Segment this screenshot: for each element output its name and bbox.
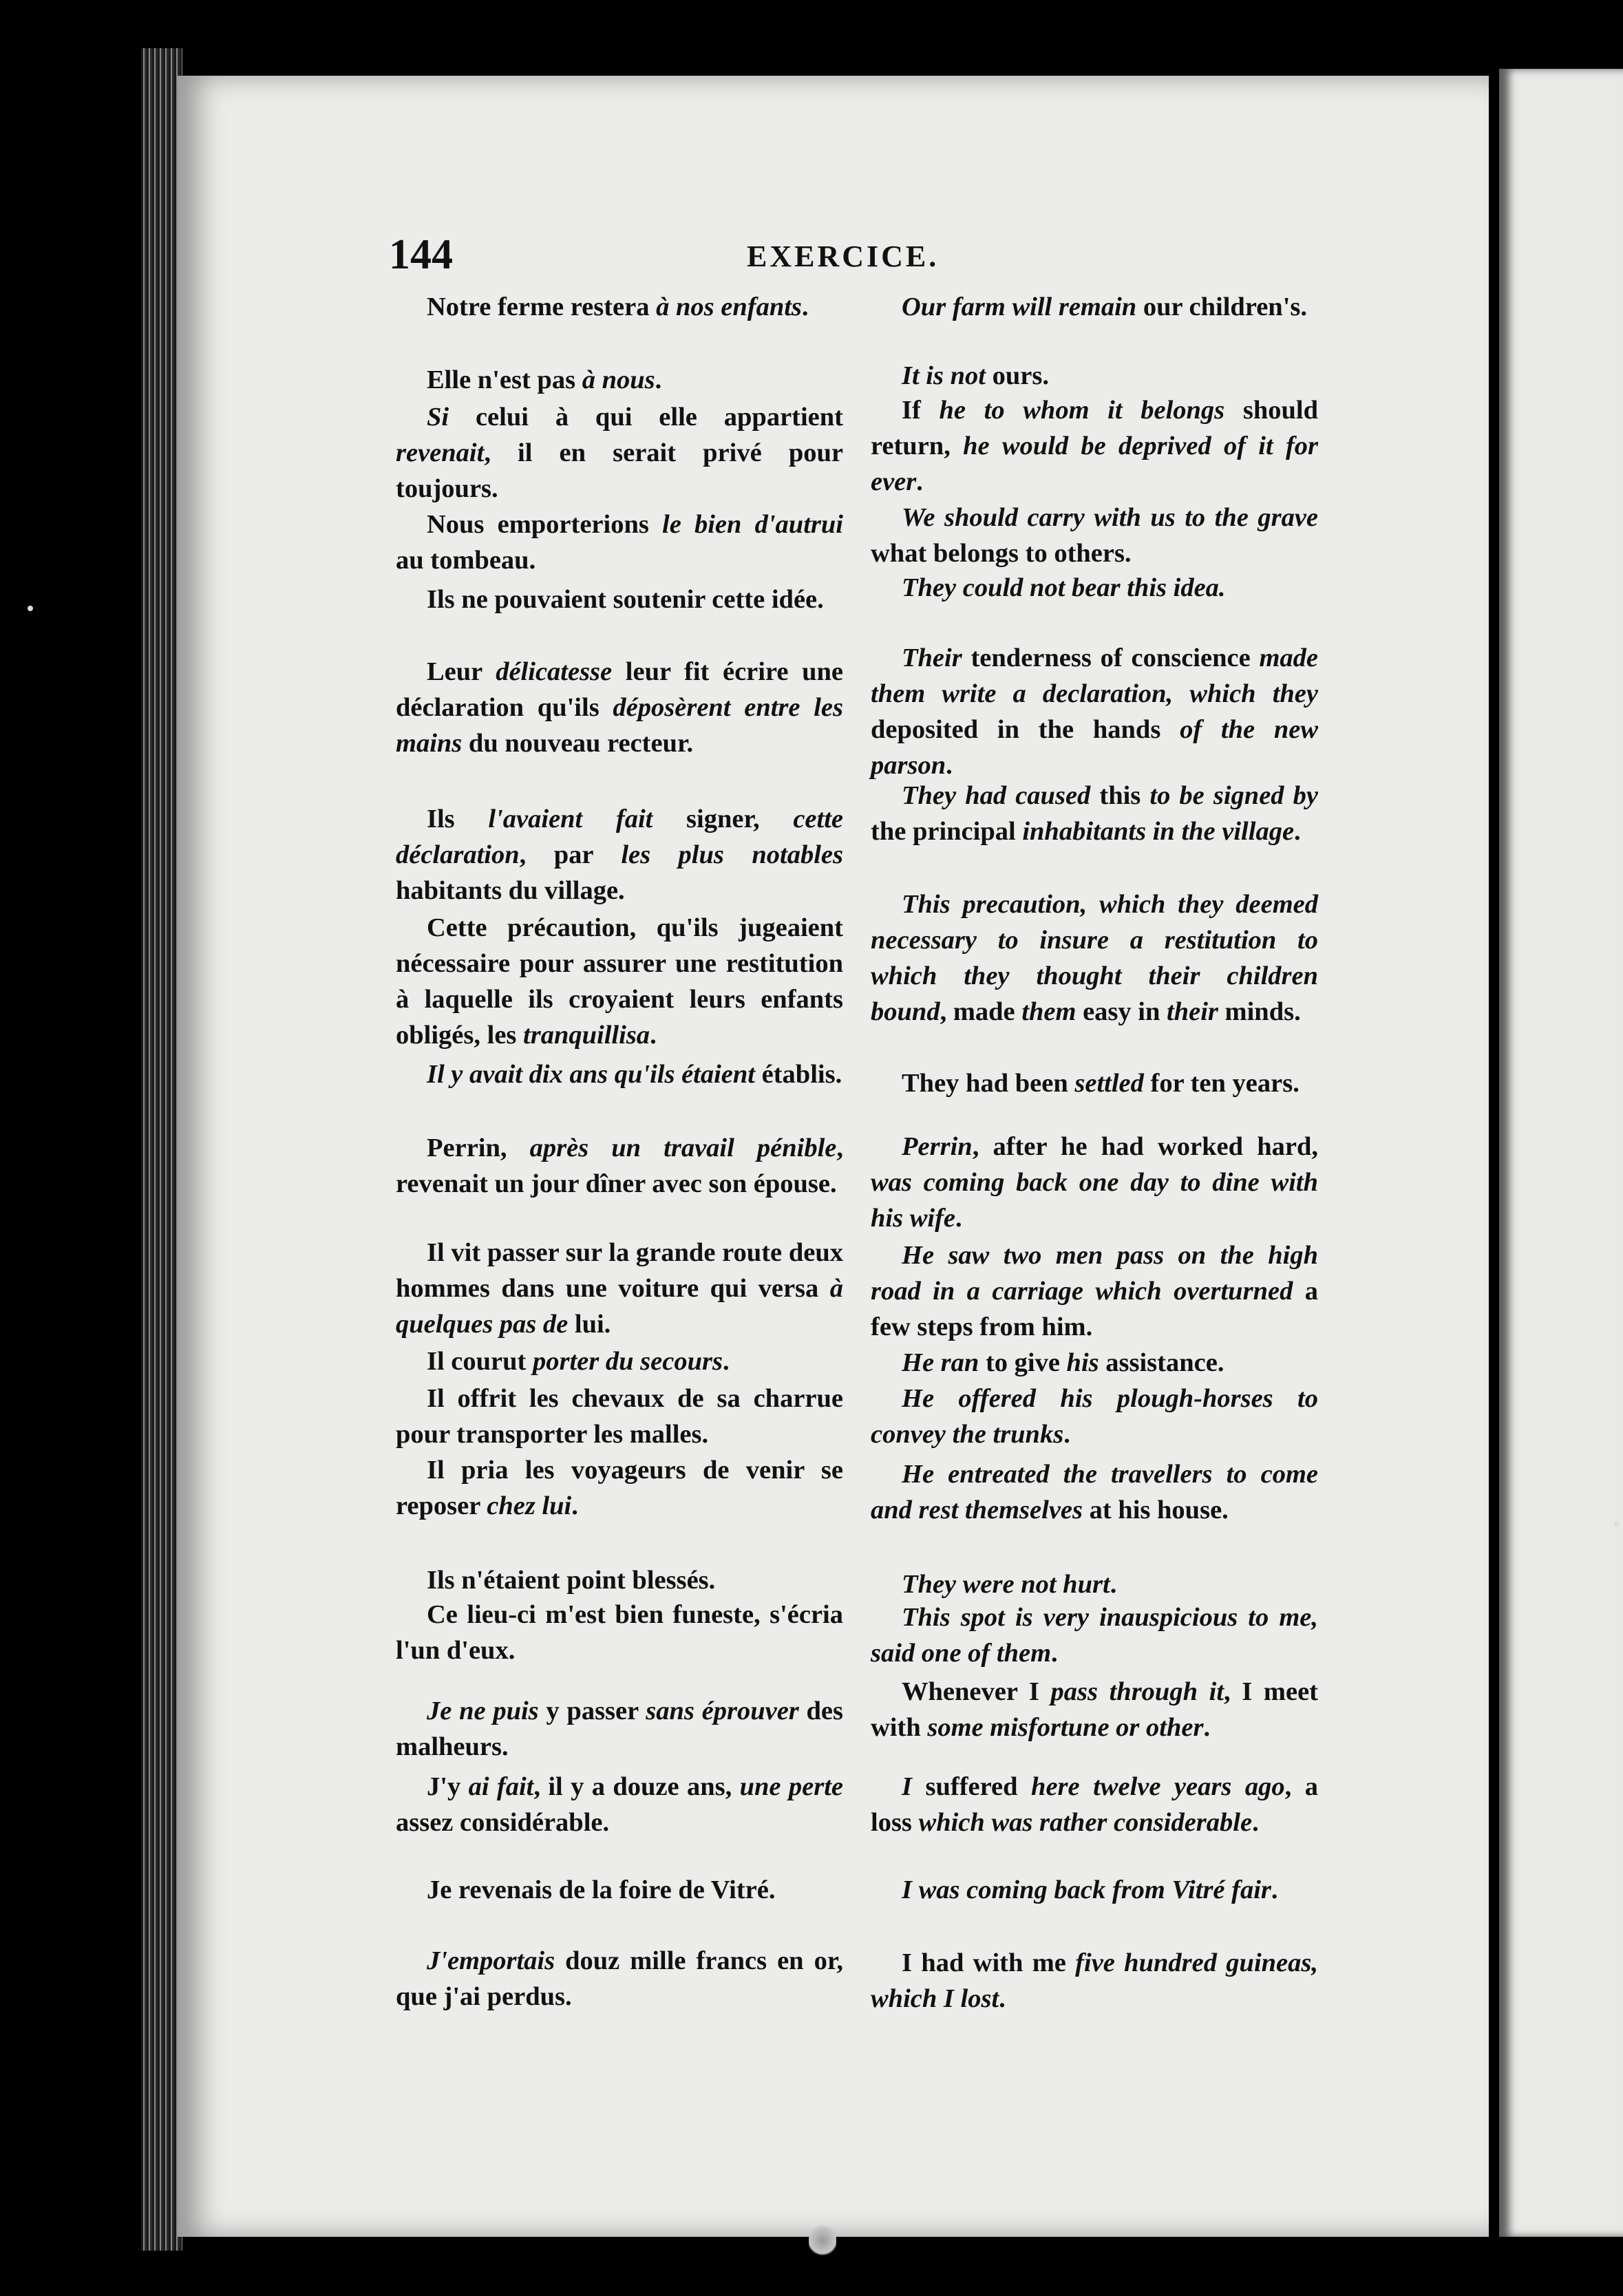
roman-text: , I meet with bbox=[871, 1677, 1318, 1742]
text-paragraph bbox=[871, 1945, 1318, 2017]
italic-text: l'avaient fait bbox=[488, 805, 653, 833]
text-paragraph bbox=[871, 1129, 1318, 1236]
italic-text: à quelques pas de bbox=[396, 1274, 843, 1339]
italic-text: They were not hurt bbox=[902, 1570, 1110, 1599]
italic-text: le bien d'autrui bbox=[662, 510, 843, 539]
roman-text: tenderness of conscience bbox=[962, 644, 1260, 672]
roman-text: , after he had worked hard, bbox=[972, 1132, 1318, 1161]
roman-text: Il vit passer sur la grande route deux hommes dans une voiture qui versa bbox=[396, 1238, 843, 1303]
roman-text: , revenait un jour dîner avec son épouse. bbox=[396, 1134, 843, 1198]
text-paragraph bbox=[871, 1769, 1318, 1840]
italic-text: made them write a declaration, which they bbox=[871, 644, 1318, 708]
roman-text: . bbox=[1271, 1875, 1278, 1904]
roman-text: Leur bbox=[427, 657, 496, 686]
roman-text: Ils bbox=[427, 805, 489, 833]
roman-text: . bbox=[1203, 1713, 1211, 1742]
roman-text: leur fit écrire une déclaration qu'ils bbox=[396, 657, 843, 722]
text-paragraph bbox=[871, 570, 1318, 606]
italic-text: Perrin bbox=[902, 1132, 973, 1161]
text-paragraph bbox=[871, 358, 1318, 394]
text-paragraph bbox=[396, 362, 843, 398]
italic-text: their bbox=[1167, 997, 1218, 1026]
roman-text: , il y a douze ans, bbox=[533, 1772, 740, 1801]
text-paragraph bbox=[396, 1235, 843, 1342]
italic-text: he would be deprived of it for ever bbox=[871, 432, 1318, 496]
italic-text: les plus notables bbox=[621, 840, 843, 869]
italic-text: sans éprouver bbox=[646, 1697, 799, 1725]
roman-text: . bbox=[571, 1491, 578, 1520]
italic-text: was coming back one day to dine with his wife bbox=[871, 1168, 1318, 1233]
italic-text: They could not bear this idea. bbox=[902, 573, 1226, 602]
italic-text: here twelve years ago bbox=[1031, 1772, 1285, 1801]
italic-text: ai fait bbox=[468, 1772, 534, 1801]
text-paragraph bbox=[871, 1566, 1318, 1602]
italic-text: inhabitants in the village bbox=[1022, 817, 1295, 846]
italic-text: them bbox=[1021, 997, 1076, 1026]
text-paragraph bbox=[396, 1130, 843, 1202]
italic-text: he to whom it belongs bbox=[939, 396, 1225, 425]
roman-text: our children's. bbox=[1136, 293, 1308, 321]
text-paragraph bbox=[871, 1674, 1318, 1745]
text-paragraph bbox=[396, 582, 843, 617]
italic-text: He saw two men pass on the high road in a carriage which overturned bbox=[871, 1241, 1318, 1306]
roman-text: assistance. bbox=[1099, 1348, 1224, 1377]
italic-text: Si bbox=[427, 403, 449, 432]
italic-text: une perte bbox=[739, 1772, 843, 1801]
text-paragraph bbox=[871, 1345, 1318, 1381]
text-paragraph bbox=[396, 399, 843, 507]
roman-text: suffered bbox=[911, 1772, 1032, 1801]
page-stain bbox=[809, 2223, 836, 2257]
text-paragraph bbox=[396, 910, 843, 1053]
roman-text: . bbox=[722, 1347, 730, 1376]
text-paragraph bbox=[396, 1381, 843, 1452]
text-paragraph bbox=[396, 1769, 843, 1840]
text-paragraph bbox=[396, 289, 843, 325]
italic-text: revenait bbox=[396, 438, 485, 467]
roman-text: for ten years. bbox=[1143, 1069, 1300, 1098]
text-paragraph bbox=[871, 1456, 1318, 1528]
italic-text: à nous bbox=[582, 365, 655, 394]
page-number: 144 bbox=[389, 231, 453, 278]
italic-text: pass through it bbox=[1050, 1677, 1224, 1706]
roman-text: Il pria les voyageurs de venir se reposer bbox=[396, 1456, 843, 1520]
roman-text: au tombeau. bbox=[396, 546, 536, 575]
roman-text: établis. bbox=[755, 1060, 842, 1089]
roman-text: signer, bbox=[653, 805, 794, 833]
roman-text: habitants du village. bbox=[396, 876, 625, 905]
roman-text: lui. bbox=[568, 1310, 611, 1339]
roman-text: du nouveau recteur. bbox=[462, 729, 694, 758]
roman-text: . bbox=[650, 1021, 657, 1050]
italic-text: It is not bbox=[902, 361, 986, 390]
roman-text: I had with me bbox=[902, 1948, 1076, 1977]
italic-text: This spot is very inauspicious to me, said one of them bbox=[871, 1603, 1318, 1668]
italic-text: Je ne puis bbox=[427, 1697, 539, 1725]
italic-text: five hundred guineas, which I lost bbox=[871, 1948, 1318, 2013]
roman-text: ours. bbox=[985, 361, 1049, 390]
text-paragraph bbox=[871, 640, 1318, 783]
roman-text: minds. bbox=[1218, 997, 1301, 1026]
text-paragraph bbox=[871, 1065, 1318, 1101]
italic-text: tranquillisa bbox=[523, 1021, 650, 1050]
scan-speck bbox=[1614, 1521, 1620, 1527]
roman-text: J'y bbox=[427, 1772, 469, 1801]
roman-text: . bbox=[916, 467, 923, 496]
italic-text: We should carry with us to the grave bbox=[902, 503, 1318, 532]
italic-text: chez lui bbox=[487, 1491, 572, 1520]
book-page-edges bbox=[141, 48, 182, 2251]
roman-text: to give bbox=[979, 1348, 1067, 1377]
italic-text: déposèrent entre les mains bbox=[396, 693, 844, 758]
roman-text: Je revenais de la foire de Vitré. bbox=[427, 1875, 776, 1904]
text-paragraph bbox=[396, 1452, 843, 1524]
italic-text: Our farm will remain bbox=[902, 293, 1137, 321]
text-paragraph bbox=[871, 778, 1318, 849]
roman-text: . bbox=[1110, 1570, 1117, 1599]
roman-text: a few steps from him. bbox=[871, 1277, 1318, 1341]
italic-text: some misfortune or other bbox=[927, 1713, 1204, 1742]
roman-text: If bbox=[902, 396, 940, 425]
text-paragraph bbox=[396, 1693, 843, 1765]
page-header bbox=[389, 231, 940, 286]
running-head: EXERCICE. bbox=[747, 240, 940, 273]
roman-text: easy in bbox=[1076, 997, 1167, 1026]
roman-text: Notre ferme restera bbox=[427, 293, 657, 321]
italic-text: Il y avait dix ans qu'ils étaient bbox=[427, 1060, 756, 1089]
roman-text: Ils ne pouvaient soutenir cette idée. bbox=[427, 585, 824, 614]
italic-text: This precaution, which they deemed necessary to insure a restitution to which they thought their children bound bbox=[871, 890, 1318, 1026]
italic-text: délicatesse bbox=[496, 657, 613, 686]
italic-text: settled bbox=[1074, 1069, 1144, 1098]
text-paragraph bbox=[396, 1562, 843, 1598]
roman-text: at his house. bbox=[1082, 1496, 1229, 1524]
roman-text: . bbox=[655, 365, 662, 394]
roman-text: celui à qui elle appartient bbox=[449, 403, 843, 432]
roman-text: what belongs to others. bbox=[871, 539, 1132, 568]
roman-text: . bbox=[1063, 1420, 1070, 1449]
scan-speck bbox=[28, 606, 33, 611]
roman-text: . bbox=[955, 1204, 962, 1233]
roman-text: Il offrit les chevaux de sa charrue pour transporter les malles. bbox=[396, 1384, 843, 1449]
roman-text: . bbox=[1294, 817, 1301, 846]
roman-text: , a loss bbox=[871, 1772, 1318, 1837]
italic-text: porter du secours bbox=[533, 1347, 723, 1376]
italic-text: He entreated the travellers to come and rest themselves bbox=[871, 1460, 1318, 1524]
italic-text: He offered his plough-horses to convey the trunks bbox=[871, 1384, 1318, 1449]
roman-text: They had been bbox=[902, 1069, 1075, 1098]
roman-text: should return, bbox=[871, 396, 1318, 460]
italic-text: of the new parson bbox=[871, 715, 1319, 780]
text-paragraph bbox=[396, 1943, 843, 2015]
roman-text: the principal bbox=[871, 817, 1023, 846]
italic-text: which was rather considerable bbox=[918, 1808, 1253, 1837]
roman-text: deposited in the hands bbox=[871, 715, 1180, 744]
text-paragraph bbox=[871, 1237, 1318, 1345]
italic-text: cette déclaration bbox=[396, 805, 843, 869]
roman-text: . bbox=[946, 751, 953, 780]
roman-text: , made bbox=[940, 997, 1022, 1026]
italic-text: à nos enfants bbox=[656, 293, 802, 321]
italic-text: He ran bbox=[902, 1348, 979, 1377]
text-paragraph bbox=[871, 1599, 1318, 1671]
roman-text: this bbox=[1090, 781, 1150, 810]
roman-text: Elle n'est pas bbox=[427, 365, 582, 394]
italic-text: Their bbox=[902, 644, 962, 672]
roman-text: . bbox=[999, 1984, 1006, 2013]
text-paragraph bbox=[396, 1343, 843, 1379]
italic-text: J'emportais bbox=[427, 1946, 555, 1975]
roman-text: . bbox=[801, 293, 809, 321]
text-paragraph bbox=[871, 886, 1318, 1030]
text-paragraph bbox=[871, 289, 1318, 325]
text-paragraph bbox=[396, 507, 843, 578]
italic-text: I was coming back from Vitré fair bbox=[902, 1875, 1271, 1904]
text-paragraph bbox=[396, 1872, 843, 1908]
roman-text: Nous emporterions bbox=[427, 510, 663, 539]
text-paragraph bbox=[871, 1872, 1318, 1908]
italic-text: I bbox=[902, 1772, 912, 1801]
roman-text: Il courut bbox=[427, 1347, 533, 1376]
roman-text: Ils n'étaient point blessés. bbox=[427, 1566, 716, 1595]
roman-text: . bbox=[1051, 1639, 1058, 1668]
text-paragraph bbox=[396, 1056, 843, 1092]
roman-text: , il en serait privé pour toujours. bbox=[396, 438, 843, 503]
italic-text: to be signed by bbox=[1149, 781, 1318, 810]
text-paragraph bbox=[396, 654, 843, 761]
roman-text: douz mille francs en or, que j'ai perdus. bbox=[396, 1946, 843, 2011]
roman-text: assez considérable. bbox=[396, 1808, 610, 1837]
text-paragraph bbox=[396, 1597, 843, 1668]
roman-text: Cette précaution, qu'ils jugeaient nécessaire pour assurer une restitution à laquelle ils croyaient leurs enfants obligés, les bbox=[396, 913, 843, 1050]
italic-text: They had caused bbox=[902, 781, 1091, 810]
text-paragraph bbox=[871, 1381, 1318, 1452]
italic-text: après un travail pénible bbox=[529, 1134, 837, 1162]
text-paragraph bbox=[396, 801, 843, 908]
text-paragraph bbox=[871, 500, 1318, 571]
text-paragraph bbox=[871, 392, 1318, 500]
roman-text: . bbox=[1252, 1808, 1259, 1837]
roman-text: Perrin, bbox=[427, 1134, 530, 1162]
roman-text: y passer bbox=[538, 1697, 646, 1725]
roman-text: , par bbox=[519, 840, 622, 869]
roman-text: Whenever I bbox=[902, 1677, 1051, 1706]
italic-text: his bbox=[1066, 1348, 1099, 1377]
roman-text: des malheurs. bbox=[396, 1697, 844, 1761]
facing-page-edge bbox=[1499, 69, 1623, 2237]
roman-text: Ce lieu-ci m'est bien funeste, s'écria l'un d'eux. bbox=[396, 1600, 843, 1665]
